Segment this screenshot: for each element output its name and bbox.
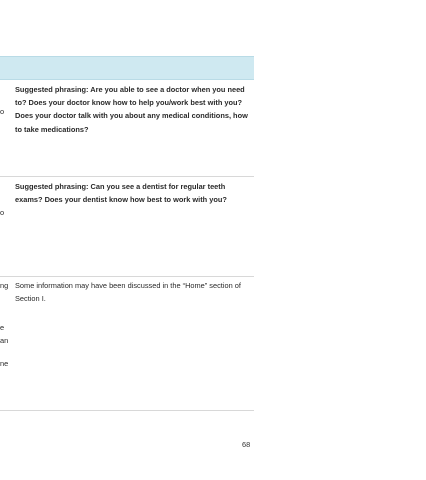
table-row-dentist	[0, 176, 254, 277]
table-row-home-note	[0, 276, 254, 411]
left-column-fragment: ne	[0, 359, 9, 368]
table-header	[0, 56, 254, 80]
left-column-fragment: ng	[0, 281, 9, 290]
left-column-fragment: o	[0, 107, 5, 116]
suggested-phrasing-dentist: Suggested phrasing: Can you see a dentist for regular teeth exams? Does your dentist know how best to work with you?	[15, 182, 227, 205]
home-section-note: Some information may have been discussed in the “Home” section of Section I.	[15, 281, 241, 304]
table-row-doctor	[0, 78, 254, 177]
left-column-fragment: o	[0, 208, 5, 217]
suggested-phrasing-doctor: Suggested phrasing: Are you able to see a doctor when you need to? Does your doctor know how to help you/work best with you? Does your doctor talk with you about any medical conditions, how to take medications?	[15, 85, 248, 134]
page-number: 68	[242, 440, 251, 449]
left-column-fragment: an	[0, 336, 9, 345]
left-column-fragment: e	[0, 323, 5, 332]
